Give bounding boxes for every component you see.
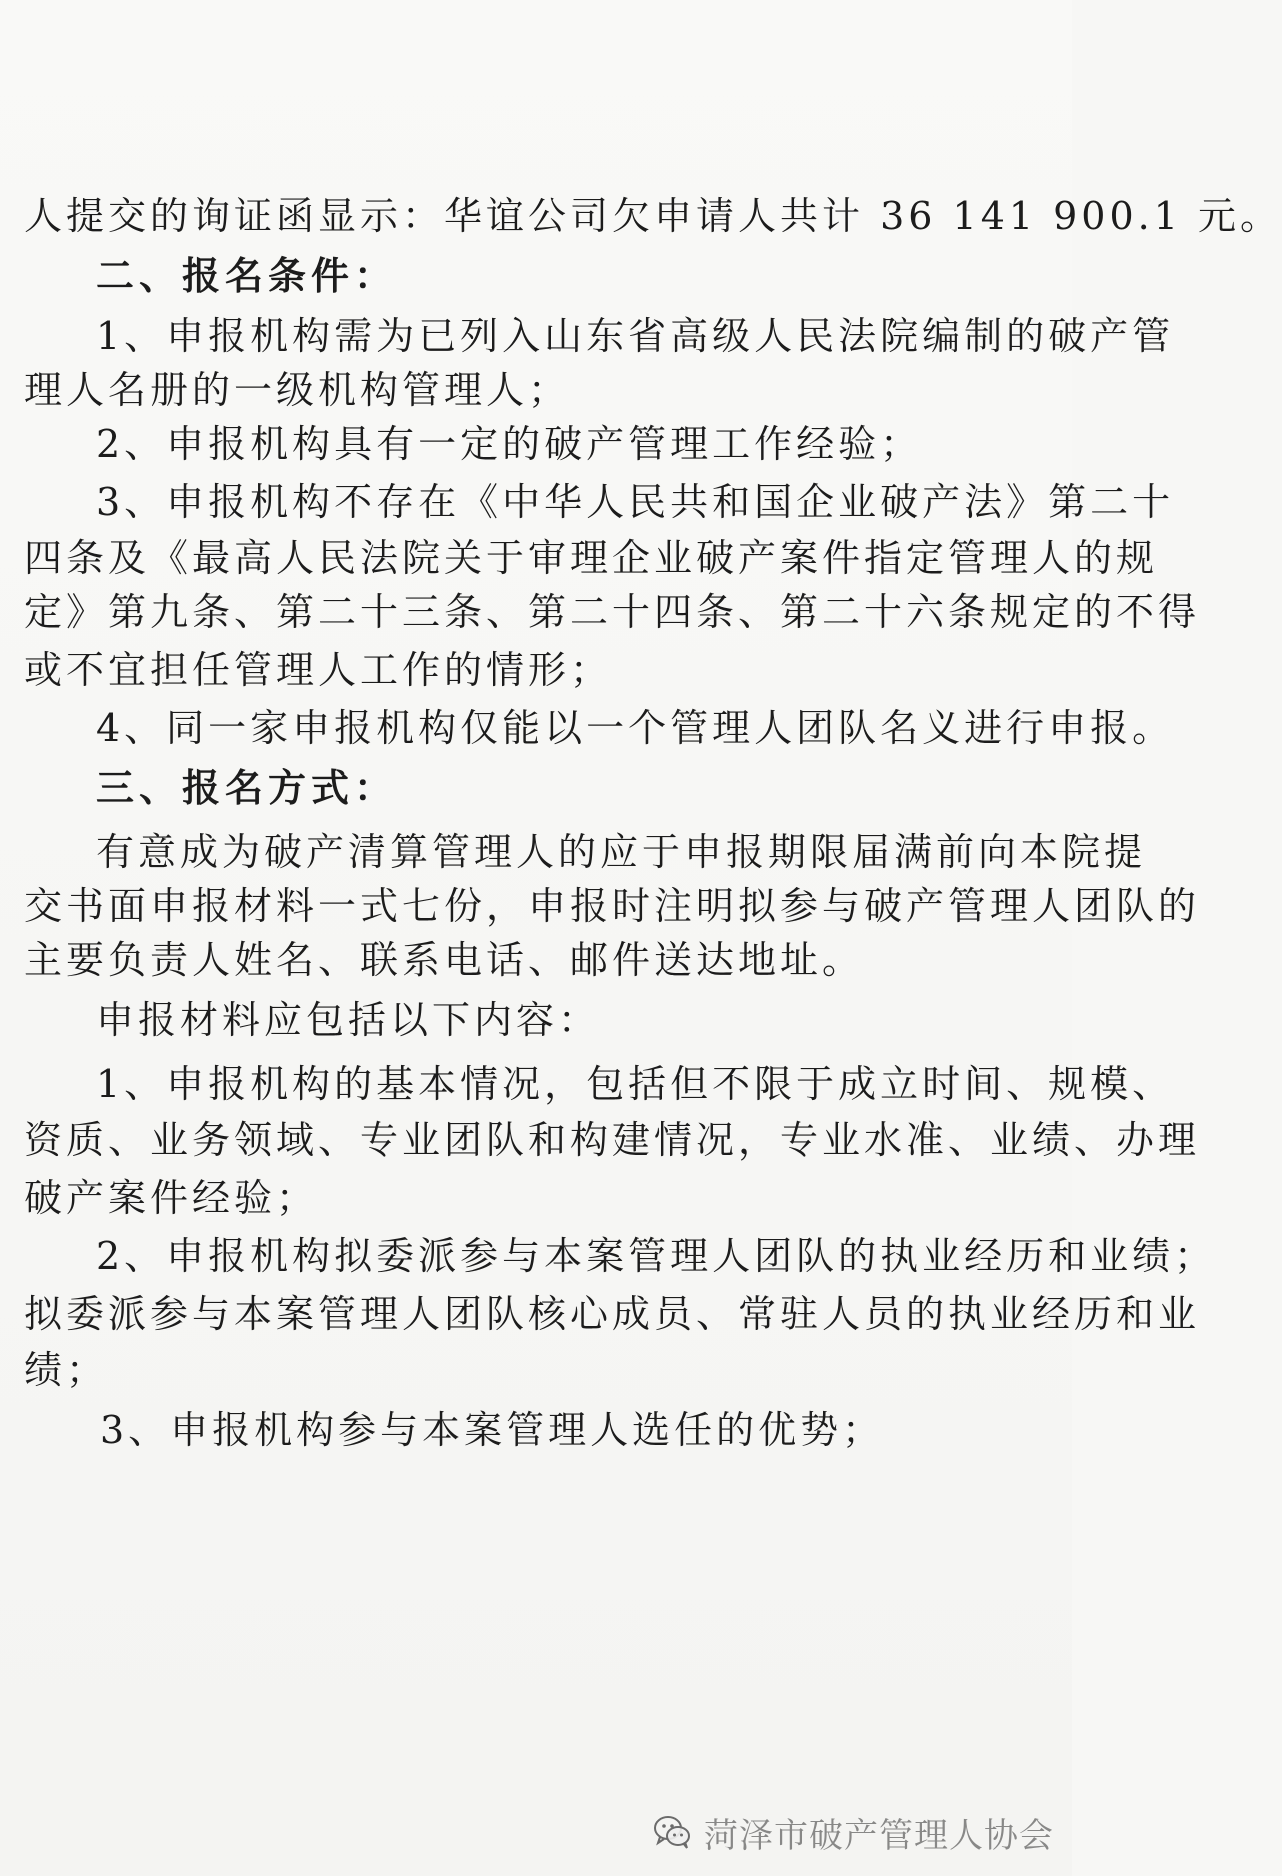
wechat-icon — [650, 1810, 694, 1854]
paragraph-line: 主要负责人姓名、联系电话、邮件送达地址。 — [24, 938, 865, 982]
paragraph-line: 或不宜担任管理人工作的情形； — [24, 648, 613, 692]
paragraph-line: 人提交的询证函显示：华谊公司欠申请人共计 36 141 900.1 元。 — [24, 194, 1282, 238]
paragraph-line: 四条及《最高人民法院关于审理企业破产案件指定管理人的规 — [24, 536, 1159, 580]
section-heading-registration-conditions: 二、报名条件： — [96, 253, 398, 298]
paragraph-line: 3、申报机构参与本案管理人选任的优势； — [100, 1408, 885, 1452]
paragraph-line: 定》第九条、第二十三条、第二十四条、第二十六条规定的不得 — [24, 590, 1201, 634]
section-heading-registration-method: 三、报名方式： — [96, 765, 398, 810]
paragraph-line: 拟委派参与本案管理人团队核心成员、常驻人员的执业经历和业 — [24, 1292, 1201, 1336]
paragraph-line: 1、申报机构需为已列入山东省高级人民法院编制的破产管 — [96, 314, 1175, 358]
paragraph-line: 绩； — [24, 1348, 109, 1392]
paragraph-line: 3、申报机构不存在《中华人民共和国企业破产法》第二十 — [96, 480, 1175, 524]
paragraph-line: 4、同一家申报机构仅能以一个管理人团队名义进行申报。 — [96, 706, 1175, 750]
paragraph-line: 理人名册的一级机构管理人； — [24, 368, 571, 412]
wechat-watermark — [650, 1806, 1054, 1858]
paragraph-line: 破产案件经验； — [24, 1176, 319, 1220]
paragraph-line: 有意成为破产清算管理人的应于申报期限届满前向本院提 — [96, 830, 1147, 874]
paragraph-line: 申报材料应包括以下内容： — [96, 998, 601, 1042]
paragraph-line: 1、申报机构的基本情况，包括但不限于成立时间、规模、 — [96, 1062, 1175, 1106]
watermark-text: 菏泽市破产管理人协会 — [704, 1815, 1054, 1856]
paragraph-line: 2、申报机构拟委派参与本案管理人团队的执业经历和业绩； — [96, 1234, 1217, 1278]
paragraph-line: 资质、业务领域、专业团队和构建情况，专业水准、业绩、办理 — [24, 1118, 1201, 1162]
paragraph-line: 交书面申报材料一式七份，申报时注明拟参与破产管理人团队的 — [24, 884, 1201, 928]
paragraph-line: 2、申报机构具有一定的破产管理工作经验； — [96, 422, 923, 466]
